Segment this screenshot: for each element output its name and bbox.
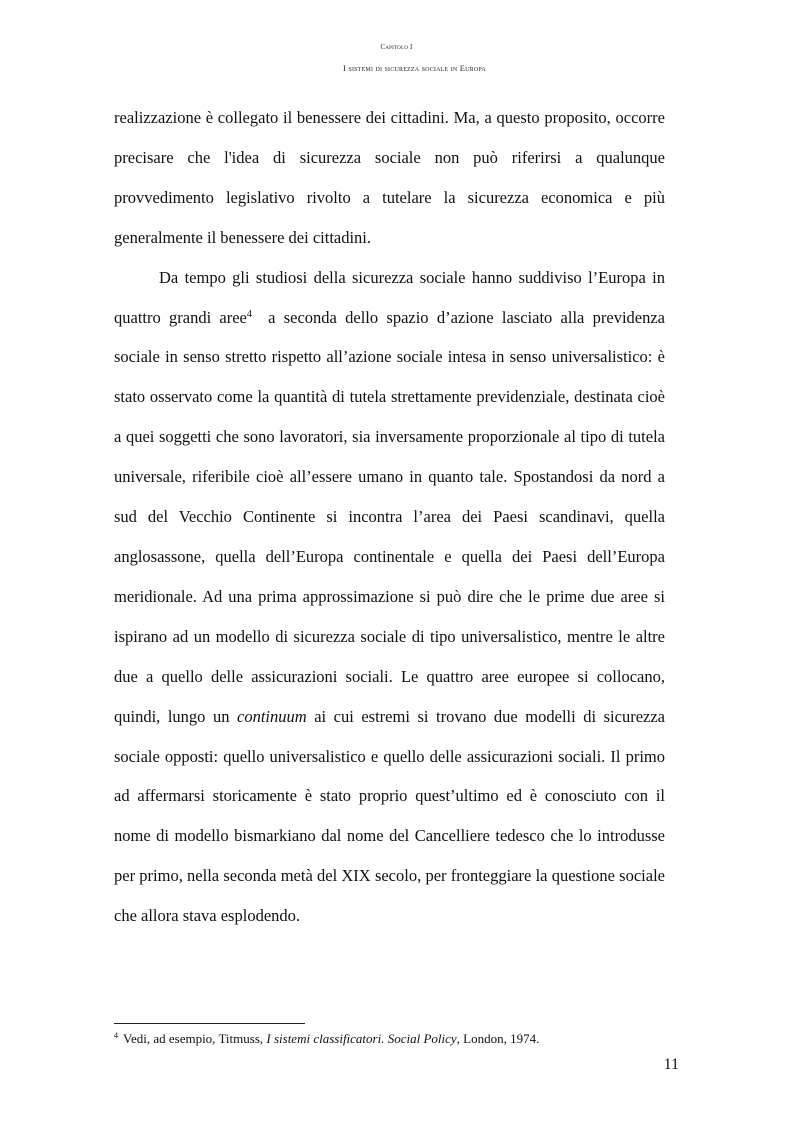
page-number: 11 <box>663 1056 679 1073</box>
paragraph-2-italic-term: continuum <box>237 706 307 726</box>
paragraph-2-text-b: a seconda dello spazio d’azione lasciato alla previdenza sociale in senso stretto rispetto all’azione sociale intesa in senso universalistico: è stato osservato come la quantità di tutela strettamente previdenziale, destinata cioè a quei soggetti che sono lavoratori, sia inversamente proporzionale al tipo di tutela universale, riferibile cioè all’essere umano in quanto tale. Spostandosi da nord a sud del Vecchio Continente si incontra l’area dei Paesi scandinavi, quella anglosassone, quella dell’Europa continentale e quella dei Paesi dell’Europa meridionale. Ad una prima approssimazione si può dire che le prime due aree si ispirano ad un modello di sicurezza sociale di tipo universalistico, mentre le altre due a quello delle assicurazioni sociali. Le quattro aree europee si collocano, quindi, lungo un <box>114 307 665 726</box>
footnote-text-a: Vedi, ad esempio, Titmuss, <box>120 1031 267 1046</box>
paragraph-1: realizzazione è collegato il benessere dei cittadini. Ma, a questo proposito, occorre precisare che l'idea di sicurezza sociale non può riferirsi a qualunque provvedimento legislativo rivolto a tutelare la sicurezza economica e più generalmente il benessere dei cittadini. <box>114 108 665 247</box>
body-text <box>114 98 665 936</box>
footnote-italic-title: I sistemi classificatori. Social Policy <box>266 1031 457 1046</box>
footnote-text-b: , London, 1974. <box>456 1031 540 1046</box>
footnote-reference[interactable]: 4 <box>246 309 252 321</box>
running-head-chapter-label: Capitolo I <box>380 43 413 51</box>
paragraph-2-text-a: Da tempo gli studiosi della sicurezza sociale hanno suddiviso l’Europa in quattro grandi aree <box>114 267 665 327</box>
footnote-separator <box>114 1023 305 1024</box>
paragraph-2 <box>114 258 665 936</box>
running-head-chapter-title: I sistemi di sicurezza sociale in Europa <box>343 63 486 73</box>
footnote-number: 4 <box>114 1031 118 1041</box>
footnote <box>114 1030 665 1048</box>
paragraph-2-text-c: ai cui estremi si trovano due modelli di sicurezza sociale opposti: quello universalistico e quello delle assicurazioni sociali. Il primo ad affermarsi storicamente è stato proprio quest’ultimo ed è conosciuto con il nome di modello bismarkiano dal nome del Cancelliere tedesco che lo introdusse per primo, nella seconda metà del XIX secolo, per fronteggiare la questione sociale che allora stava esplodendo. <box>114 706 665 926</box>
